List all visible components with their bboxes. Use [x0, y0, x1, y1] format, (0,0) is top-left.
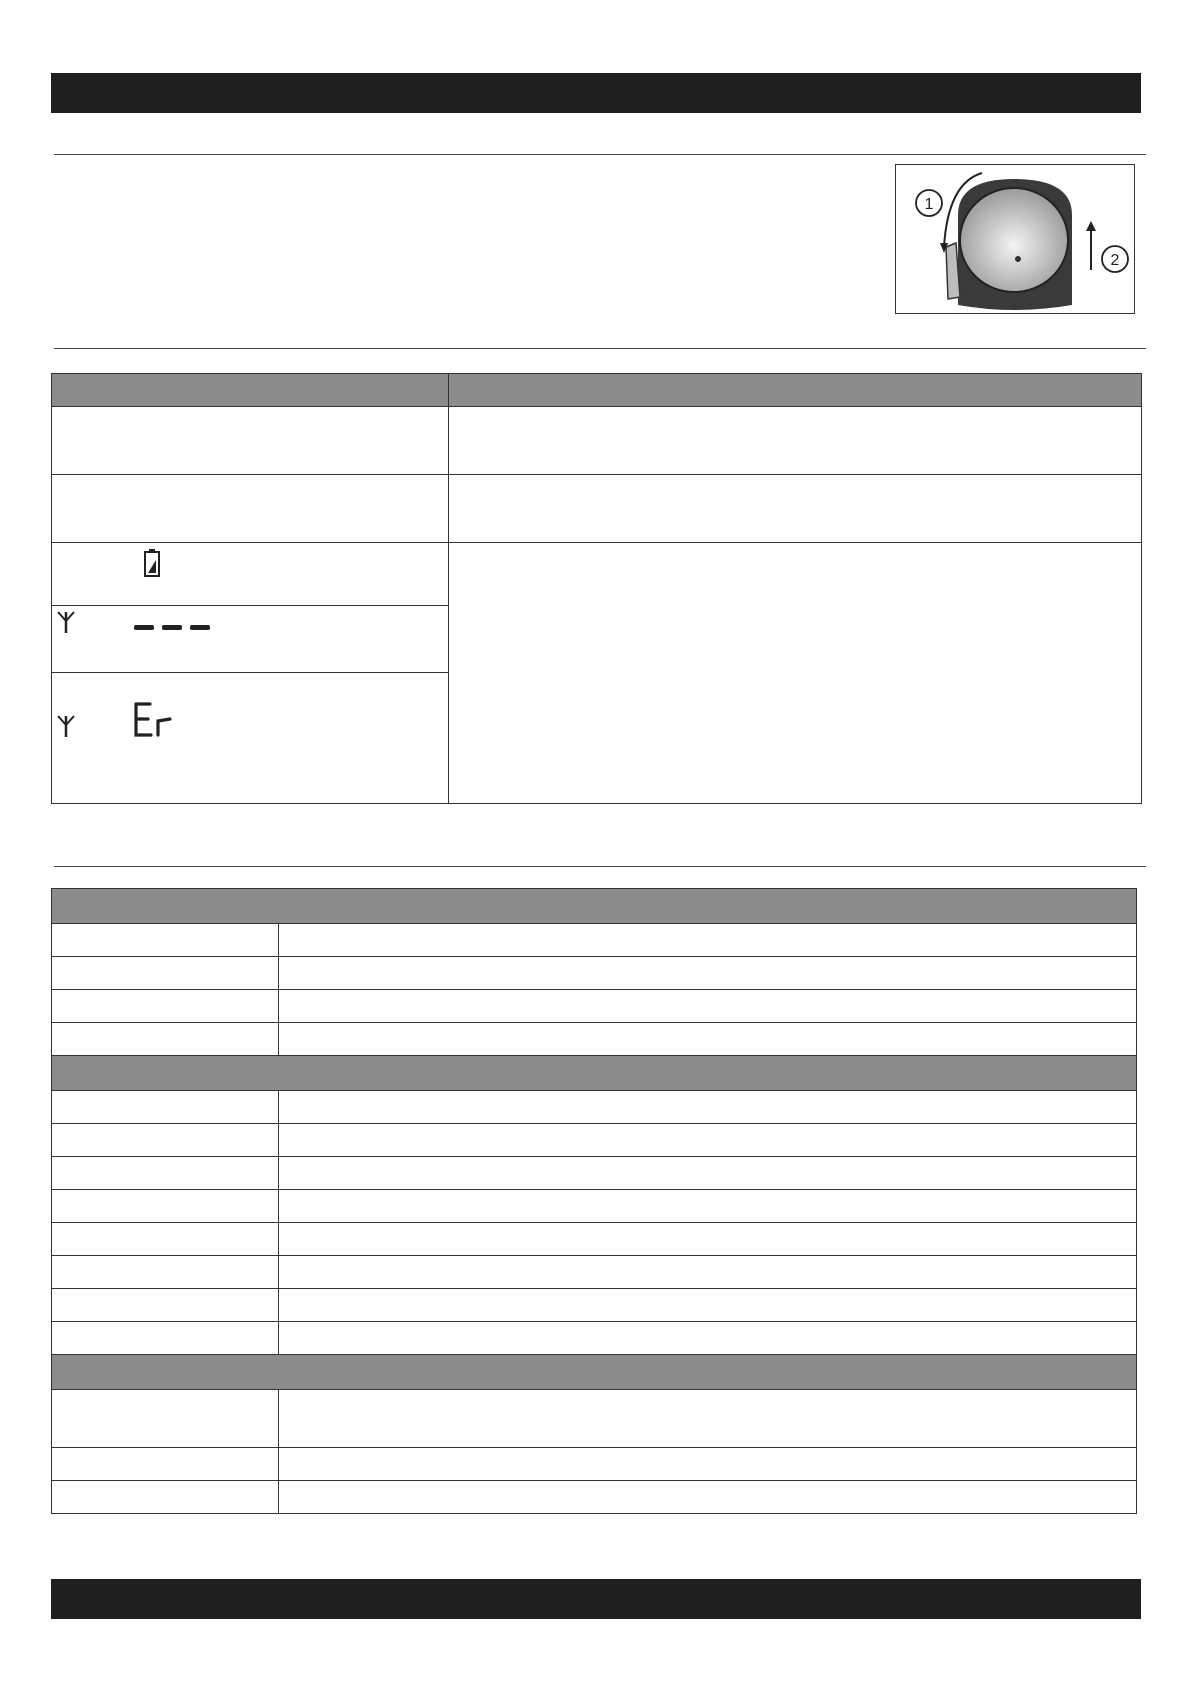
table-row	[52, 407, 1142, 475]
spec-label-cell	[52, 1157, 279, 1190]
section-header-cell	[52, 1056, 1137, 1091]
symbol-cell	[52, 475, 449, 543]
symbol-cell	[52, 606, 449, 673]
table-row	[52, 1481, 1137, 1514]
table-header-row	[52, 374, 1142, 407]
spec-label-cell	[52, 1289, 279, 1322]
spec-value-cell	[279, 1390, 1137, 1448]
symbol-cell	[52, 543, 449, 606]
table-row	[52, 1448, 1137, 1481]
spec-value-cell	[279, 1289, 1137, 1322]
spec-value-cell	[279, 1023, 1137, 1056]
header-cell-symbol	[52, 374, 449, 407]
spec-value-cell	[279, 1223, 1137, 1256]
section-header-row	[52, 1056, 1137, 1091]
spec-label-cell	[52, 957, 279, 990]
table-row	[52, 475, 1142, 543]
spec-label-cell	[52, 1023, 279, 1056]
table-row	[52, 1091, 1137, 1124]
header-cell-meaning	[449, 374, 1142, 407]
step-1-marker	[916, 190, 942, 216]
spec-value-cell	[279, 924, 1137, 957]
svg-text:2: 2	[1110, 252, 1120, 269]
spec-label-cell	[52, 1448, 279, 1481]
spec-value-cell	[279, 990, 1137, 1023]
spec-value-cell	[279, 1322, 1137, 1355]
table-row	[52, 1157, 1137, 1190]
section-divider	[54, 866, 1146, 867]
table-row	[52, 1190, 1137, 1223]
spec-value-cell	[279, 1448, 1137, 1481]
display-symbols-table	[51, 373, 1142, 804]
section-header-cell	[52, 1355, 1137, 1390]
table-row	[52, 1322, 1137, 1355]
meaning-cell	[449, 543, 1142, 804]
table-row	[52, 957, 1137, 990]
meaning-cell	[449, 407, 1142, 475]
table-row	[52, 1256, 1137, 1289]
table-row	[52, 924, 1137, 957]
spec-value-cell	[279, 1256, 1137, 1289]
spec-label-cell	[52, 1390, 279, 1448]
lcd-error-symbol	[132, 701, 182, 741]
table-row	[52, 543, 1142, 606]
specifications-table	[51, 888, 1137, 1514]
spec-label-cell	[52, 1124, 279, 1157]
table-row	[52, 990, 1137, 1023]
sensor-cap-illustration	[895, 164, 1135, 314]
symbol-cell	[52, 673, 449, 804]
svg-text:1: 1	[924, 196, 934, 213]
battery-low-icon	[142, 548, 162, 578]
spec-value-cell	[279, 1091, 1137, 1124]
spec-label-cell	[52, 1322, 279, 1355]
spec-label-cell	[52, 1256, 279, 1289]
symbol-cell	[52, 407, 449, 475]
spec-label-cell	[52, 1091, 279, 1124]
spec-label-cell	[52, 990, 279, 1023]
spec-label-cell	[52, 1190, 279, 1223]
table-row	[52, 1124, 1137, 1157]
section-header-row	[52, 889, 1137, 924]
table-row	[52, 1223, 1137, 1256]
antenna-icon	[55, 609, 77, 635]
table-row	[52, 1390, 1137, 1448]
header-bar	[51, 73, 1141, 113]
meaning-cell	[449, 475, 1142, 543]
section-divider	[54, 154, 1146, 155]
lcd-dashes-symbol	[132, 619, 222, 635]
spec-label-cell	[52, 1223, 279, 1256]
step-2-marker	[1102, 246, 1128, 272]
spec-label-cell	[52, 924, 279, 957]
footer-bar	[51, 1579, 1141, 1619]
spec-value-cell	[279, 1157, 1137, 1190]
spec-label-cell	[52, 1481, 279, 1514]
spec-value-cell	[279, 957, 1137, 990]
section-header-cell	[52, 889, 1137, 924]
table-row	[52, 1289, 1137, 1322]
spec-value-cell	[279, 1124, 1137, 1157]
section-divider	[54, 348, 1146, 349]
table-row	[52, 1023, 1137, 1056]
section-header-row	[52, 1355, 1137, 1390]
spec-value-cell	[279, 1190, 1137, 1223]
antenna-icon	[55, 713, 77, 739]
spec-value-cell	[279, 1481, 1137, 1514]
